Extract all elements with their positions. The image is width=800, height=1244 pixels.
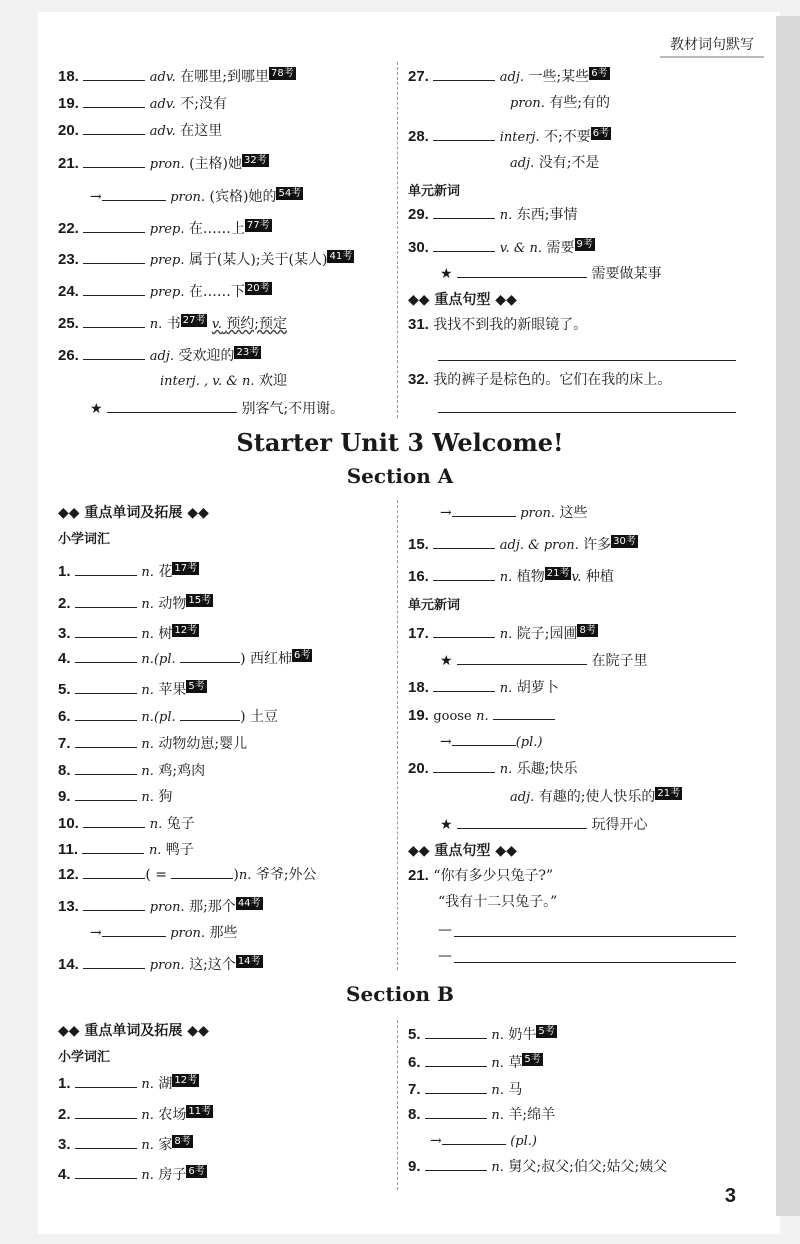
column-divider-b bbox=[397, 1020, 398, 1190]
exam-count-badge: 12考 bbox=[174, 625, 198, 636]
vocab-item: 18. n. 胡萝卜 bbox=[408, 679, 559, 696]
exam-count-badge: 8考 bbox=[579, 625, 596, 636]
answer-blank[interactable] bbox=[83, 153, 145, 168]
exam-count-badge: 6考 bbox=[294, 650, 311, 661]
answer-blank[interactable] bbox=[83, 249, 145, 264]
vocab-item: 7. n. 动物幼崽;婴儿 bbox=[58, 735, 248, 752]
dialog-dash: — bbox=[438, 948, 452, 964]
unit-title: Starter Unit 3 Welcome! bbox=[236, 428, 564, 457]
vocab-item: 12. ( = )n. 爷爷;外公 bbox=[58, 866, 317, 883]
answer-blank[interactable] bbox=[425, 1104, 487, 1119]
answer-blank[interactable] bbox=[107, 398, 237, 413]
answer-blank[interactable] bbox=[425, 1024, 487, 1039]
vocab-item: 2. n. 动物 15考 bbox=[58, 595, 212, 612]
vocab-derived: → (pl.) bbox=[440, 731, 543, 753]
answer-blank[interactable] bbox=[75, 1104, 137, 1119]
heading-key-words: ◆◆ 重点单词及拓展 ◆◆ bbox=[58, 505, 209, 521]
dialog-dash: — bbox=[438, 922, 452, 938]
answer-blank[interactable] bbox=[75, 1164, 137, 1179]
sentence-item: 21. “你有多少只兔子?” bbox=[408, 867, 554, 884]
vocab-item: 14. pron. 这;这个 14考 bbox=[58, 956, 261, 973]
exam-count-badge: 6考 bbox=[188, 1166, 205, 1177]
vocab-item: 19. goose n. bbox=[408, 705, 555, 727]
exam-count-badge: 5考 bbox=[524, 1054, 541, 1065]
vocab-item: 6. n. 草 5考 bbox=[408, 1054, 541, 1071]
star-icon: ★ bbox=[90, 401, 103, 417]
vocab-item: 28. interj. 不;不要 6考 bbox=[408, 128, 610, 145]
exam-count-badge: 9考 bbox=[576, 239, 593, 250]
vocab-sense: adj. 有趣的;使人快乐的 21考 bbox=[510, 788, 681, 805]
vocab-item: 20. adv. 在这里 bbox=[58, 122, 223, 139]
exam-count-badge: 12考 bbox=[174, 1075, 198, 1086]
subheading-primary-vocab: 小学词汇 bbox=[58, 532, 111, 547]
vocab-item: 1. n. 花 17考 bbox=[58, 563, 198, 580]
exam-count-badge: 41考 bbox=[329, 251, 353, 262]
section-a-title: Section A bbox=[346, 464, 454, 488]
answer-blank[interactable] bbox=[83, 218, 145, 233]
vocab-item: 24. prep. 在……下 20考 bbox=[58, 283, 270, 300]
answer-blank[interactable] bbox=[433, 126, 495, 141]
answer-line[interactable] bbox=[438, 412, 736, 413]
answer-blank[interactable] bbox=[75, 1073, 137, 1088]
vocab-item: 9. n. 舅父;叔父;伯父;姑父;姨父 bbox=[408, 1158, 668, 1175]
exam-count-badge: 11考 bbox=[188, 1106, 212, 1117]
phrase-item: ★ 玩得开心 bbox=[440, 814, 647, 835]
answer-blank[interactable] bbox=[425, 1156, 487, 1171]
answer-blank[interactable] bbox=[83, 93, 145, 108]
exam-count-badge: 15考 bbox=[188, 595, 212, 606]
answer-blank[interactable] bbox=[102, 922, 166, 937]
vocab-item: 25. n. 书 27考 v. 预约;预定 bbox=[58, 315, 288, 332]
answer-blank[interactable] bbox=[83, 313, 145, 328]
vocab-item: 11. n. 鸭子 bbox=[58, 841, 194, 858]
exam-count-badge: 8考 bbox=[174, 1136, 191, 1147]
answer-blank[interactable] bbox=[433, 534, 495, 549]
answer-blank[interactable] bbox=[433, 66, 495, 81]
exam-count-badge: 20考 bbox=[246, 283, 270, 294]
vocab-sense: pron. 有些;有的 bbox=[510, 95, 611, 111]
vocab-derived: → (pl.) bbox=[430, 1130, 537, 1152]
vocab-item: 5. n. 苹果 5考 bbox=[58, 681, 205, 698]
section-b-title: Section B bbox=[346, 982, 454, 1006]
answer-line[interactable] bbox=[438, 360, 736, 361]
vocab-sense: interj. , v. & n. 欢迎 bbox=[160, 373, 287, 389]
exam-count-badge: 17考 bbox=[174, 563, 198, 574]
vocab-item: 20. n. 乐趣;快乐 bbox=[408, 760, 578, 777]
answer-blank[interactable] bbox=[433, 204, 495, 219]
page-number: 3 bbox=[724, 1185, 736, 1207]
answer-line[interactable] bbox=[454, 936, 736, 937]
answer-blank[interactable] bbox=[75, 561, 137, 576]
vocab-derived: → pron. 那些 bbox=[90, 922, 238, 944]
exam-count-badge: 77考 bbox=[246, 220, 270, 231]
vocab-item: 22. prep. 在……上 77考 bbox=[58, 220, 270, 237]
vocab-item: 19. adv. 不;没有 bbox=[58, 95, 227, 112]
header-rule bbox=[660, 56, 764, 58]
answer-blank[interactable] bbox=[425, 1052, 487, 1067]
answer-blank[interactable] bbox=[433, 758, 495, 773]
sentence-item: 31. 我找不到我的新眼镜了。 bbox=[408, 316, 588, 333]
answer-blank[interactable] bbox=[82, 839, 144, 854]
vocab-item: 29. n. 东西;事情 bbox=[408, 206, 578, 223]
exam-count-badge: 6考 bbox=[592, 128, 610, 139]
vocab-item: 5. n. 奶牛 5考 bbox=[408, 1026, 555, 1043]
side-tab bbox=[776, 16, 800, 1216]
vocab-sense: adj. 没有;不是 bbox=[510, 155, 600, 171]
phrase-item: ★ 在院子里 bbox=[440, 650, 647, 671]
plural-blank[interactable] bbox=[180, 706, 240, 721]
exam-count-badge: 78考 bbox=[270, 68, 294, 79]
vocab-derived: → pron. 这些 bbox=[440, 502, 588, 524]
exam-count-badge: 54考 bbox=[278, 188, 302, 199]
vocab-item: 6. n.(pl. ) 土豆 bbox=[58, 708, 278, 725]
vocab-item: 9. n. 狗 bbox=[58, 788, 173, 805]
answer-blank[interactable] bbox=[75, 679, 137, 694]
answer-blank[interactable] bbox=[75, 786, 137, 801]
exam-count-badge: 21考 bbox=[657, 788, 681, 799]
vocab-item: 8. n. 羊;绵羊 bbox=[408, 1106, 556, 1123]
heading-key-sentences: ◆◆ 重点句型 ◆◆ bbox=[408, 843, 517, 859]
answer-blank[interactable] bbox=[433, 677, 495, 692]
star-icon: ★ bbox=[440, 817, 453, 833]
answer-blank[interactable] bbox=[75, 593, 137, 608]
vocab-item: 21. pron. (主格)她 32考 bbox=[58, 155, 267, 172]
vocab-derived: → pron. (宾格)她的 54考 bbox=[90, 188, 302, 205]
exam-count-badge: 30考 bbox=[613, 536, 636, 547]
star-icon: ★ bbox=[440, 266, 453, 282]
exam-count-badge: 32考 bbox=[244, 155, 267, 166]
answer-blank[interactable] bbox=[452, 502, 516, 517]
plural-blank[interactable] bbox=[180, 648, 240, 663]
answer-blank[interactable] bbox=[75, 760, 137, 775]
sentence-item: “我有十二只兔子。” bbox=[438, 894, 558, 910]
answer-line[interactable] bbox=[454, 962, 736, 963]
exam-count-badge: 27考 bbox=[182, 315, 206, 326]
exam-count-badge: 23考 bbox=[236, 347, 260, 358]
answer-blank[interactable] bbox=[493, 705, 555, 720]
vocab-item: 2. n. 农场 11考 bbox=[58, 1106, 212, 1123]
exam-count-badge: 6考 bbox=[591, 68, 608, 79]
answer-blank[interactable] bbox=[83, 954, 145, 969]
answer-blank[interactable] bbox=[83, 66, 145, 81]
subheading-unit-new: 单元新词 bbox=[408, 598, 461, 613]
vocab-item: 17. n. 院子;园圃 8考 bbox=[408, 625, 596, 642]
vocab-item: 27. adj. 一些;某些 6考 bbox=[408, 68, 608, 85]
answer-blank[interactable] bbox=[75, 733, 137, 748]
answer-blank[interactable] bbox=[75, 706, 137, 721]
header-title: 教材词句默写 bbox=[670, 37, 754, 53]
phrase-item: ★ 需要做某事 bbox=[440, 263, 661, 284]
answer-blank[interactable] bbox=[83, 864, 145, 879]
answer-blank[interactable] bbox=[433, 623, 495, 638]
answer-blank[interactable] bbox=[83, 281, 145, 296]
vocab-item: 15. adj. & pron. 许多 30考 bbox=[408, 536, 636, 553]
exam-count-badge: 21考 bbox=[546, 568, 570, 579]
vocab-item: 26. adj. 受欢迎的 23考 bbox=[58, 347, 260, 364]
subheading-unit-new: 单元新词 bbox=[408, 184, 461, 199]
answer-blank[interactable] bbox=[83, 345, 145, 360]
answer-blank[interactable] bbox=[75, 648, 137, 663]
exam-count-badge: 14考 bbox=[237, 956, 261, 967]
exam-count-badge: 5考 bbox=[188, 681, 205, 692]
vocab-item: 30. v. & n. 需要 9考 bbox=[408, 239, 593, 256]
exam-count-badge: 44考 bbox=[237, 898, 261, 909]
answer-blank[interactable] bbox=[83, 813, 145, 828]
answer-blank[interactable] bbox=[83, 120, 145, 135]
phrase-item: ★ 别客气;不用谢。 bbox=[90, 398, 344, 419]
vocab-item: 13. pron. 那;那个 44考 bbox=[58, 898, 261, 915]
star-icon: ★ bbox=[440, 653, 453, 669]
answer-blank[interactable] bbox=[83, 896, 145, 911]
subheading-primary-vocab: 小学词汇 bbox=[58, 1050, 111, 1065]
vocab-item: 23. prep. 属于(某人);关于(某人) 41考 bbox=[58, 251, 353, 268]
heading-key-sentences: ◆◆ 重点句型 ◆◆ bbox=[408, 292, 517, 308]
exam-count-badge: 5考 bbox=[538, 1026, 555, 1037]
answer-blank[interactable] bbox=[442, 1130, 506, 1145]
column-divider-top bbox=[397, 62, 398, 418]
vocab-item: 4. n. 房子 6考 bbox=[58, 1166, 205, 1183]
column-divider-a bbox=[397, 500, 398, 970]
synonym-blank[interactable] bbox=[171, 864, 233, 879]
vocab-item: 10. n. 兔子 bbox=[58, 815, 195, 832]
answer-blank[interactable] bbox=[433, 566, 495, 581]
vocab-item: 7. n. 马 bbox=[408, 1081, 523, 1098]
answer-blank[interactable] bbox=[452, 731, 516, 746]
vocab-item: 18. adv. 在哪里;到哪里 78考 bbox=[58, 68, 294, 85]
answer-blank[interactable] bbox=[457, 650, 587, 665]
answer-blank[interactable] bbox=[457, 814, 587, 829]
vocab-item: 8. n. 鸡;鸡肉 bbox=[58, 762, 206, 779]
answer-blank[interactable] bbox=[75, 623, 137, 638]
answer-blank[interactable] bbox=[433, 237, 495, 252]
vocab-item: 3. n. 家 8考 bbox=[58, 1136, 191, 1153]
answer-blank[interactable] bbox=[102, 186, 166, 201]
answer-blank[interactable] bbox=[457, 263, 587, 278]
vocab-item: 1. n. 湖 12考 bbox=[58, 1075, 198, 1092]
vocab-item: 3. n. 树 12考 bbox=[58, 625, 198, 642]
vocab-item: 4. n.(pl. ) 西红柿 6考 bbox=[58, 650, 311, 667]
vocab-item: 16. n. 植物 21考 v. 种植 bbox=[408, 568, 614, 585]
answer-blank[interactable] bbox=[75, 1134, 137, 1149]
heading-key-words: ◆◆ 重点单词及拓展 ◆◆ bbox=[58, 1023, 209, 1039]
answer-blank[interactable] bbox=[425, 1079, 487, 1094]
sentence-item: 32. 我的裤子是棕色的。它们在我的床上。 bbox=[408, 371, 672, 388]
